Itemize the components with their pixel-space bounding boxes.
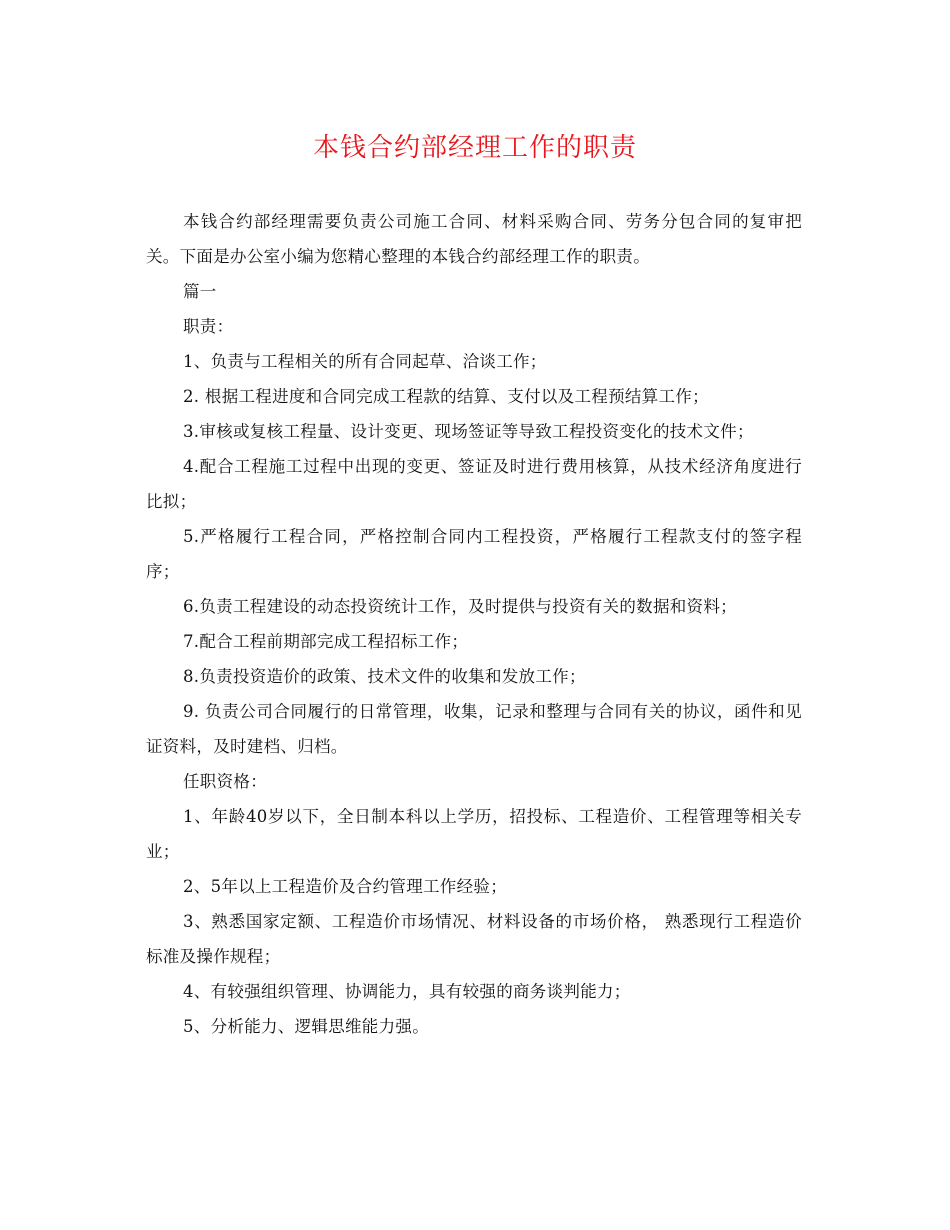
duty-item-7: 7.配合工程前期部完成工程招标工作； [183, 632, 469, 651]
qualifications-heading: 任职资格： [183, 772, 267, 791]
duty-item-1: 1、负责与工程相关的所有合同起草、洽谈工作； [183, 352, 547, 371]
qualification-item-1: 1、年龄40岁以下，全日制本科以上学历，招投标、工程造价、工程管理等相关专业； [146, 807, 802, 861]
duty-item-3: 3.审核或复核工程量、设计变更、现场签证等导致工程投资变化的技术文件； [183, 422, 754, 441]
qualification-item-4: 4、有较强组织管理、协调能力，具有较强的商务谈判能力； [183, 982, 631, 1001]
qualification-item-3: 3、熟悉国家定额、工程造价市场情况、材料设备的市场价格， 熟悉现行工程造价标准及操作规程； [146, 912, 802, 966]
duties-heading: 职责： [183, 317, 234, 336]
qualification-item-5: 5、分析能力、逻辑思维能力强。 [183, 1017, 429, 1036]
qualification-item-2: 2、5年以上工程造价及合约管理工作经验； [183, 877, 507, 896]
intro-paragraph: 本钱合约部经理需要负责公司施工合同、材料采购合同、劳务分包合同的复审把关。下面是办公室小编为您精心整理的本钱合约部经理工作的职责。 [146, 212, 802, 266]
section-label: 篇一 [183, 282, 217, 301]
duty-item-2: 2. 根据工程进度和合同完成工程款的结算、支付以及工程预结算工作； [183, 387, 709, 406]
duty-item-5: 5.严格履行工程合同，严格控制合同内工程投资，严格履行工程款支付的签字程序； [146, 527, 802, 581]
duty-item-8: 8.负责投资造价的政策、技术文件的收集和发放工作； [183, 667, 586, 686]
document-body [146, 204, 802, 1044]
duty-item-4: 4.配合工程施工过程中出现的变更、签证及时进行费用核算，从技术经济角度进行比拟； [146, 457, 802, 511]
duty-item-9: 9. 负责公司合同履行的日常管理，收集，记录和整理与合同有关的协议，函件和见证资料，及时建档、归档。 [146, 702, 802, 756]
document-title: 本钱合约部经理工作的职责 [312, 133, 637, 163]
duty-item-6: 6.负责工程建设的动态投资统计工作，及时提供与投资有关的数据和资料； [183, 597, 737, 616]
